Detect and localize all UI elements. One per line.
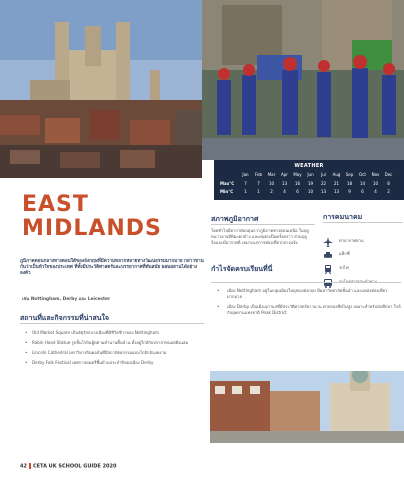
transport-item-train — [323, 263, 403, 277]
month-aug: Aug — [332, 172, 341, 177]
weather-table — [214, 160, 404, 200]
festival-dancers-photo — [202, 0, 404, 160]
footer-divider — [29, 463, 31, 469]
max-value: 13 — [281, 181, 288, 186]
climate-heading: สภาพภูมิอากาศ — [211, 215, 259, 223]
min-value: 4 — [374, 189, 377, 194]
divider — [211, 224, 315, 225]
transport-item-airport — [323, 236, 403, 250]
train-icon — [323, 264, 333, 274]
list-item: • เมือง Nottingham อยู่ในกลุ่มเมืองใหญ่ของอังกฤษ มีมหาวิทยาลัยชั้นนำ และแหล่งท่องเที่ยวมากมาย — [211, 288, 401, 300]
divider — [20, 323, 204, 324]
plane-icon — [323, 237, 333, 247]
max-value: 7 — [244, 181, 247, 186]
min-value: 1 — [244, 189, 247, 194]
divider — [211, 282, 401, 283]
min-value: 6 — [296, 189, 299, 194]
footer-title: CETA UK SCHOOL GUIDE 2020 — [32, 463, 117, 470]
list-item: • Old Market Square เป็นจัตุรัสกลางเมืองที่มีชีวิตชีวาของ Nottingham — [20, 330, 204, 336]
weather-months-row — [214, 172, 404, 180]
transport-label: แท็กซี่ — [339, 251, 350, 256]
list-item: • Lincoln Cathedral มหาวิหารลินคอล์นที่มีสถาปัตยกรรมแบบโกธิกอันงดงาม — [20, 350, 204, 356]
activities-heading: สถานที่และกิจกรรมที่น่าสนใจ — [20, 314, 110, 322]
max-value: 8 — [387, 181, 390, 186]
page-title-line1: EAST — [22, 192, 89, 217]
cathedral-photo — [0, 0, 202, 178]
min-value: 10 — [307, 189, 314, 194]
max-value: 18 — [346, 181, 353, 186]
max-value: 14 — [359, 181, 366, 186]
transport-label: รถไฟ — [339, 265, 349, 270]
page-footer — [20, 463, 117, 470]
list-item: • Robin Hood Statue รูปปั้นโรบินฮู้ดตามตำนานพื้นบ้าน ตั้งอยู่ใกล้กับปราสาทนอตติงแฮม — [20, 340, 204, 346]
month-apr: Apr — [281, 172, 288, 177]
taxi-icon — [323, 250, 333, 260]
max-value: 19 — [307, 181, 314, 186]
activities-list — [20, 330, 204, 370]
min-value: 1 — [257, 189, 260, 194]
list-item: • Derby Folk Festival เทศกาลดนตรีพื้นบ้านประจำปีของเมือง Derby — [20, 360, 204, 366]
bus-icon — [323, 278, 333, 288]
page-title — [22, 193, 162, 241]
weather-title: WEATHER — [294, 163, 324, 169]
max-label: Max°C — [220, 181, 235, 186]
month-oct: Oct — [359, 172, 366, 177]
month-jul: Jul — [321, 172, 326, 177]
weather-max-row — [214, 181, 404, 189]
month-sep: Sep — [345, 172, 354, 177]
min-value: 2 — [387, 189, 390, 194]
max-value: 7 — [257, 181, 260, 186]
transport-heading: การคมนาคม — [323, 213, 363, 221]
weather-min-row — [214, 189, 404, 197]
intro-paragraph: ภูมิภาคตอนกลางทางตอนใต้ของอังกฤษที่มีความหลากหลายทางวัฒนธรรมมากมาย กล่าวขานกันว่าเป็นหัวใจของประเทศ ที่ทั้งมีประวัติศาสตร์และบรรยากาศที่ทันสมัย ผสมผสานได้อย่างลงตัว — [20, 259, 204, 276]
climate-text: โดยทั่วไปมีอากาศอบอุ่นกว่าภูมิภาคทางตอนเหนือ ในฤดูหนาวอาจมีหิมะตกบ้าง และฝนตกเป็นครั้งคราว ส่วนฤดูร้อนจะมีอากาศดี เหมาะแก่การท่องเที่ยวกลางแจ้ง — [211, 228, 309, 245]
max-value: 10 — [268, 181, 275, 186]
month-jun: Jun — [307, 172, 314, 177]
max-value: 16 — [294, 181, 301, 186]
month-mar: Mar — [267, 172, 276, 177]
min-value: 4 — [283, 189, 286, 194]
min-value: 2 — [270, 189, 273, 194]
min-value: 13 — [320, 189, 327, 194]
study-heading: กำไรจัดครบเรียนที่นี่ — [211, 265, 273, 273]
month-jan: Jan — [242, 172, 249, 177]
divider — [323, 222, 403, 223]
page-number: 42 — [20, 463, 27, 470]
cities-list — [211, 288, 401, 320]
month-feb: Feb — [254, 172, 263, 177]
min-value: 6 — [361, 189, 364, 194]
list-item: • เมือง Derby เป็นเมืองเก่าแก่ที่มีประวัติศาสตร์ยาวนาน ค่าครองชีพไม่สูง เหมาะสำหรับนักศึกษา ใกล้กับอุทยานแห่งชาติ Peak District — [211, 304, 401, 316]
max-value: 10 — [372, 181, 379, 186]
month-nov: Nov — [371, 172, 380, 177]
month-may: May — [293, 172, 302, 177]
page-title-line2: MIDLANDS — [22, 216, 162, 241]
towns-caption: เช่น Nottingham, Derby และ Leicester — [22, 297, 111, 302]
month-dec: Dec — [384, 172, 393, 177]
min-value: 9 — [348, 189, 351, 194]
city-square-photo — [210, 371, 404, 443]
min-value: 13 — [333, 189, 340, 194]
transport-label: ท่าอากาศยาน — [339, 238, 364, 243]
min-label: Min°C — [220, 189, 234, 194]
max-value: 22 — [320, 181, 327, 186]
transport-item-taxi — [323, 249, 403, 263]
max-value: 21 — [333, 181, 340, 186]
